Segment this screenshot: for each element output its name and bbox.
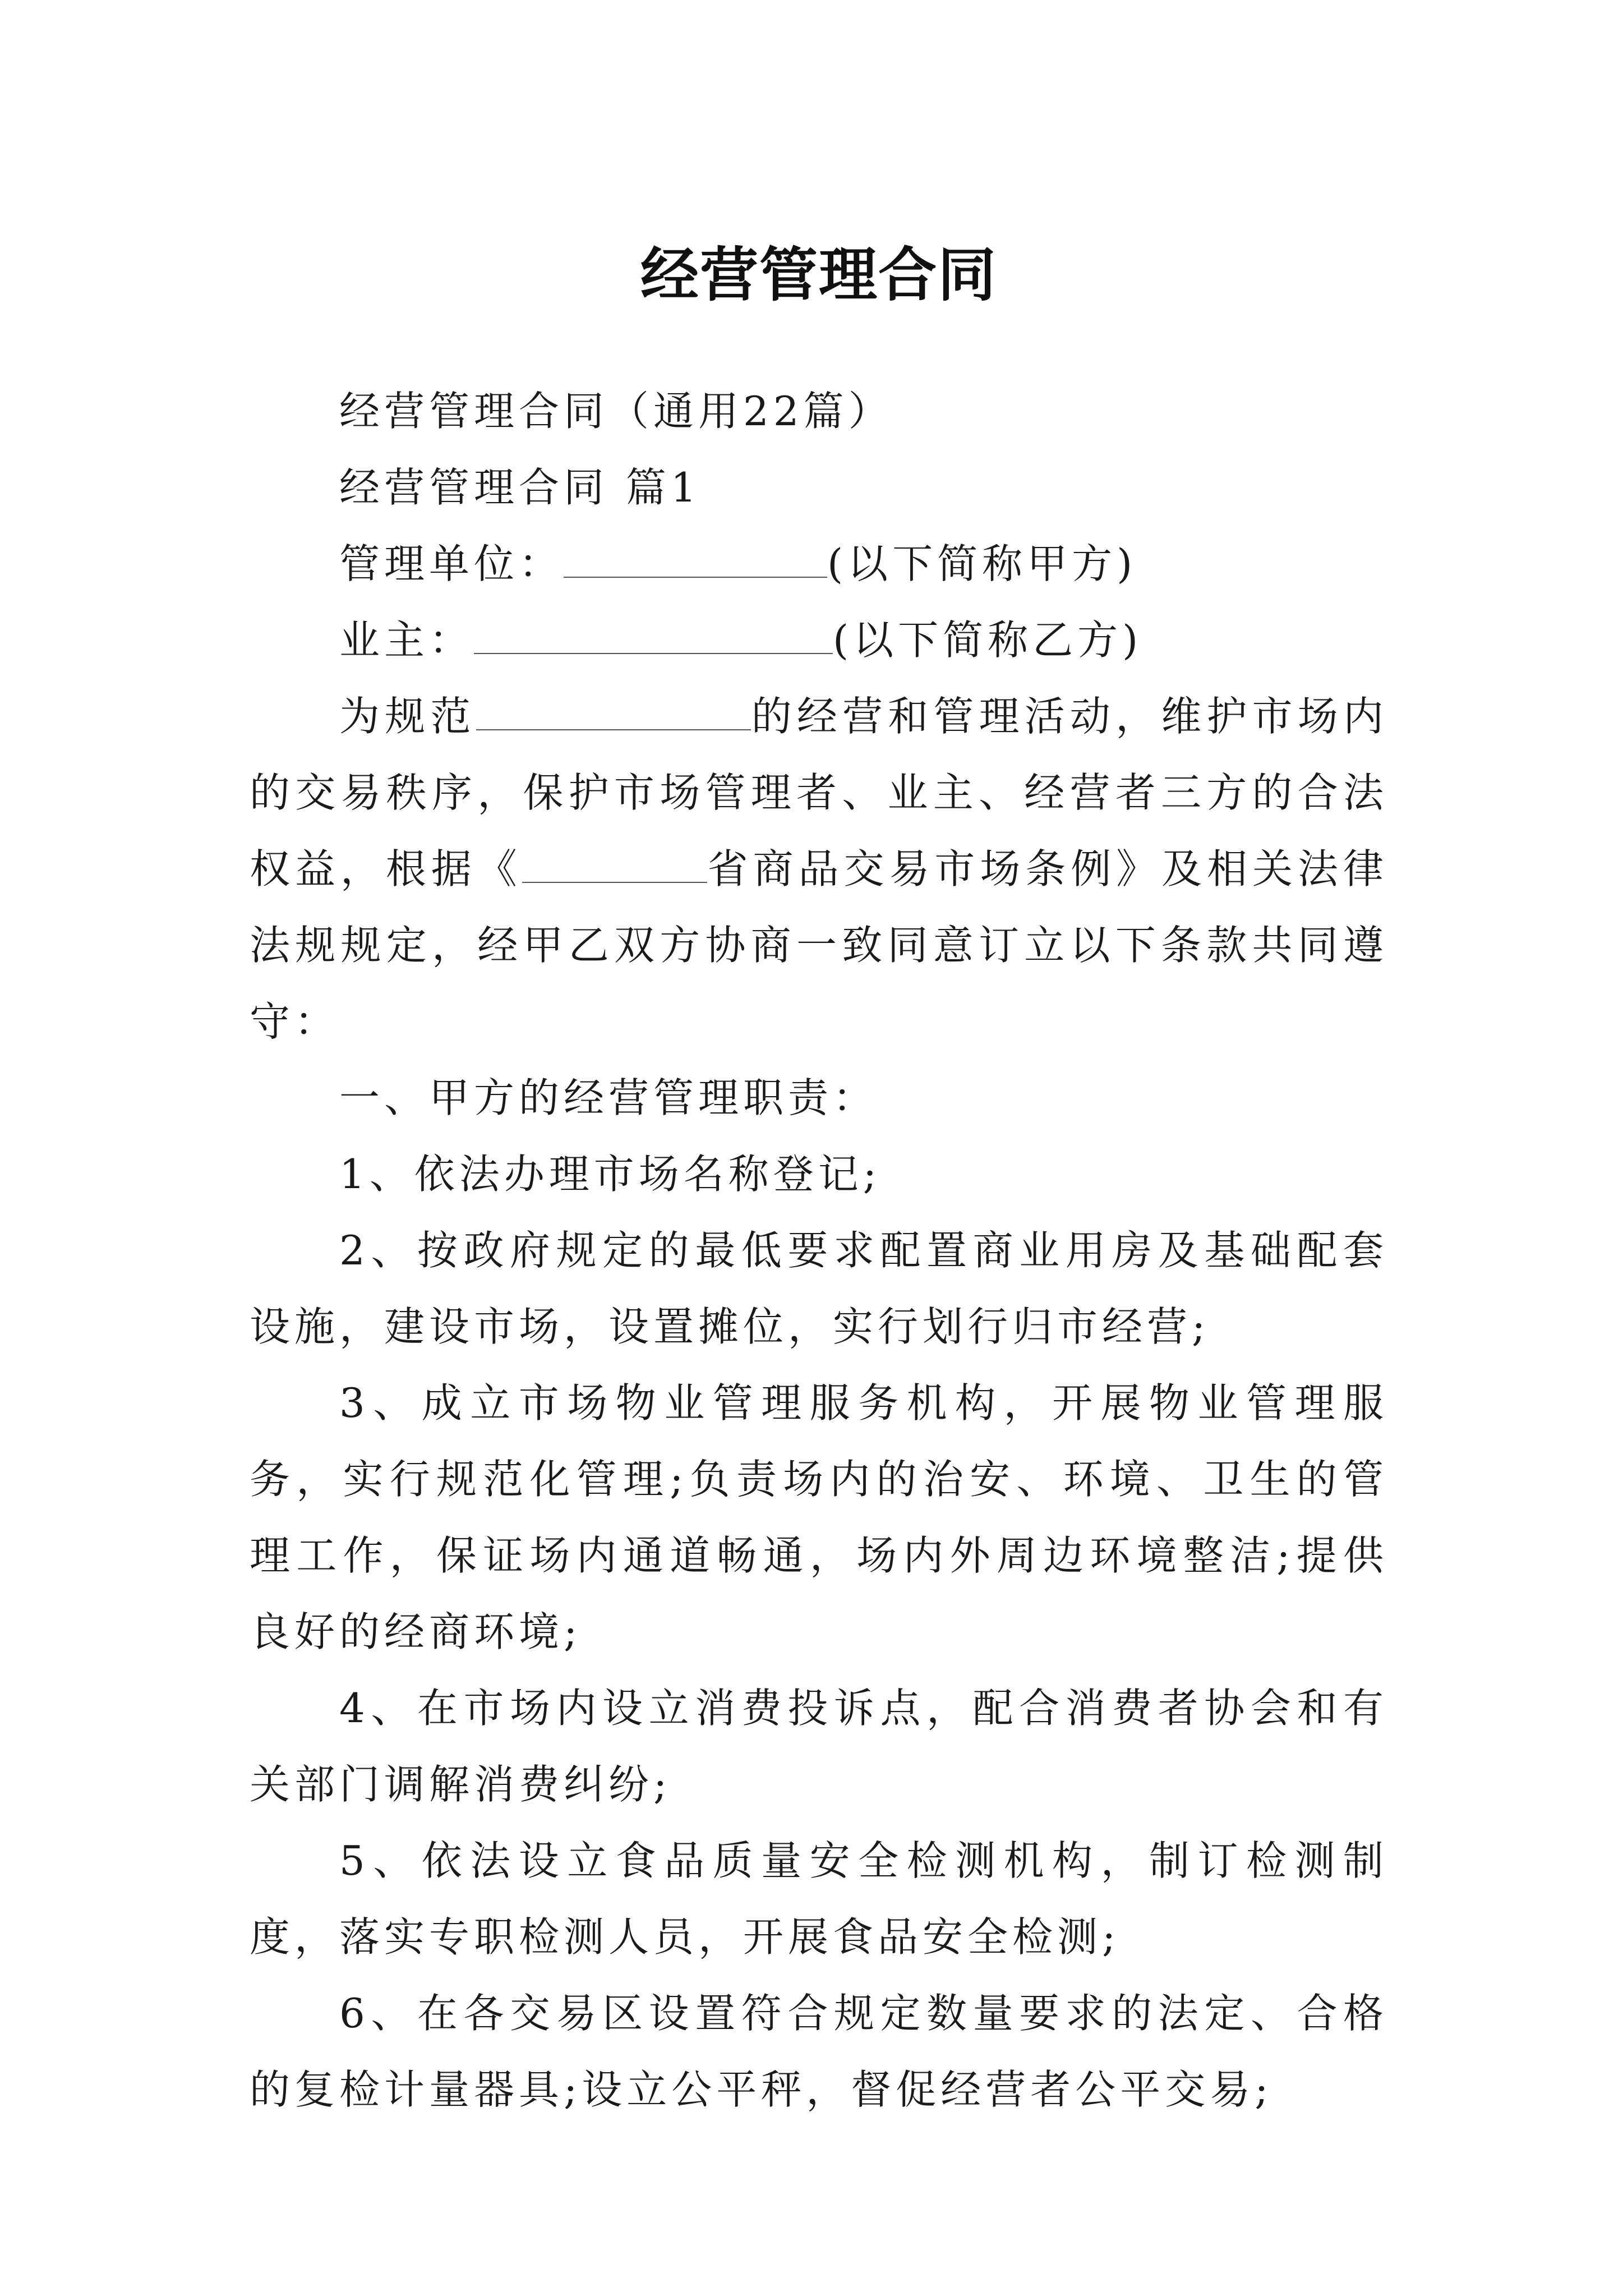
party-b-label: 业主： xyxy=(339,616,474,664)
duty-item: 5、依法设立食品质量安全检测机构，制订检测制度，落实专职检测人员，开展食品安全检测; xyxy=(250,1837,1388,1961)
party-a-line xyxy=(250,526,1388,602)
party-a-suffix: (以下简称甲方) xyxy=(827,540,1137,587)
duty-item: 2、按政府规定的最低要求配置商业用房及基础配套设施，建设市场，设置摊位，实行划行归市经营; xyxy=(250,1227,1388,1350)
province-blank xyxy=(522,834,707,883)
intro-paragraph xyxy=(250,678,1388,1060)
party-a-label: 管理单位： xyxy=(339,540,564,587)
document-title: 经营管理合同 xyxy=(640,240,997,309)
duty-item: 6、在各交易区设置符合规定数量要求的法定、合格的复检计量器具;设立公平秤，督促经营者公平交易; xyxy=(250,1990,1388,2113)
party-b-blank xyxy=(474,605,833,654)
intro-part1: 为规范 xyxy=(339,693,476,740)
market-name-blank xyxy=(476,681,751,730)
section-heading: 经营管理合同 篇1 xyxy=(339,464,701,511)
party-a-blank xyxy=(564,528,827,578)
party-b-line xyxy=(250,602,1388,678)
document-body xyxy=(250,373,1388,2128)
party-b-suffix: (以下简称乙方) xyxy=(833,616,1143,664)
intro-part3: 省商品交易市场条例》及相关法律法规规定，经甲乙双方协商一致同意订立以下条款共同遵守： xyxy=(250,845,1388,1045)
document-subtitle: 经营管理合同（通用22篇） xyxy=(339,388,893,435)
duty-item: 3、成立市场物业管理服务机构，开展物业管理服务，实行规范化管理;负责场内的治安、环境、卫生的管理工作，保证场内通道畅通，场内外周边环境整洁;提供良好的经商环境; xyxy=(250,1379,1388,1655)
duties-heading: 一、甲方的经营管理职责： xyxy=(339,1074,878,1121)
intro-part2: 的经营和管理活动，维护市场内的交易秩序，保护市场管理者、业主、经营者三方的合法权益，根据《 xyxy=(250,693,1388,892)
duty-item: 4、在市场内设立消费投诉点，配合消费者协会和有关部门调解消费纠纷; xyxy=(250,1685,1388,1808)
duty-item: 1、依法办理市场名称登记; xyxy=(339,1151,882,1198)
